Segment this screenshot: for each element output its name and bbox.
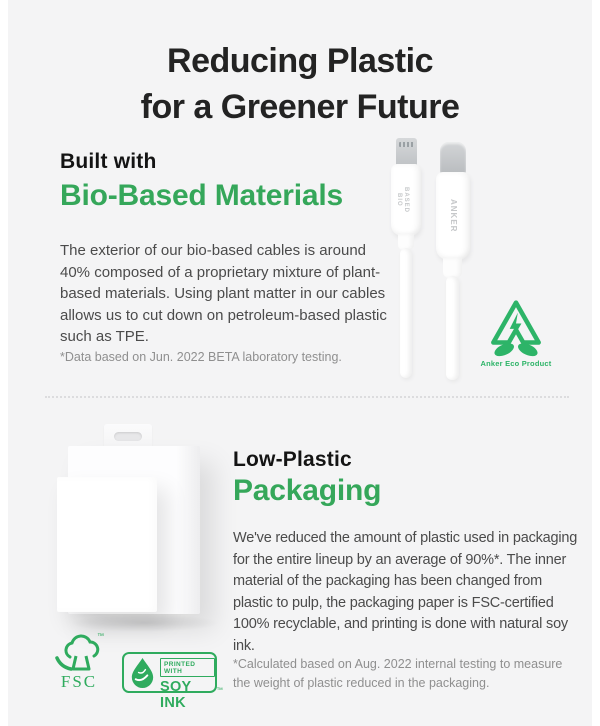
soy-ink-text-column [160, 658, 215, 711]
packaging-box-front [57, 477, 157, 612]
anker-eco-product-icon [487, 299, 545, 357]
fsc-label: FSC [60, 672, 98, 691]
lightning-connector-label [395, 176, 417, 224]
section-divider [45, 396, 569, 398]
page-title-line1: Reducing Plastic [167, 42, 433, 80]
usbc-connector-neck [443, 258, 462, 278]
packaging-hang-slot [114, 432, 142, 441]
packaging-section-body: We've reduced the amount of plastic used in packaging for the entire lineup by an average of 90%*. The inner material of the packaging has been changed from plastic to pulp, the packaging paper is FSC-certified 100% recyclable, and printing is done with natural soy ink. [233, 530, 578, 654]
packaging-section-heading: Packaging [233, 474, 382, 507]
soy-ink-badge [122, 652, 223, 711]
lightning-connector-pins [399, 142, 414, 147]
soy-drop-icon [127, 656, 158, 689]
soy-ink-label: SOY INK [160, 678, 192, 711]
bio-section-body: The exterior of our bio-based cables is around 40% composed of a proprietary mixture of plant-based materials. Using plant matter in our cables allows us to cut down on petroleum-based plastic such as TPE. [60, 242, 387, 345]
lightning-cable [400, 248, 412, 378]
bio-section-heading: Bio-Based Materials [60, 179, 343, 212]
lightning-label-line2: BASED [403, 186, 409, 213]
fsc-trademark: ™ [97, 633, 104, 640]
page-title [0, 38, 600, 130]
lightning-label-line1: BIO [396, 193, 402, 207]
packaging-shadow [70, 614, 220, 632]
usbc-connector-label: ANKER [449, 199, 458, 233]
soy-ink-trademark: ™ [216, 687, 223, 694]
usbc-connector-tip [440, 142, 466, 174]
bio-section-footnote: *Data based on Jun. 2022 BETA laboratory testing. [60, 350, 342, 364]
packaging-section-kicker: Low-Plastic [233, 448, 352, 471]
anker-eco-product-label: Anker Eco Product [480, 359, 552, 368]
soy-ink-printed-with-label: PRINTED WITH [160, 658, 215, 677]
page-title-line2: for a Greener Future [140, 88, 460, 126]
bio-section-kicker: Built with [60, 150, 157, 173]
packaging-section-footnote: *Calculated based on Aug. 2022 internal testing to measure the weight of plastic reduced in the packaging. [233, 657, 563, 690]
